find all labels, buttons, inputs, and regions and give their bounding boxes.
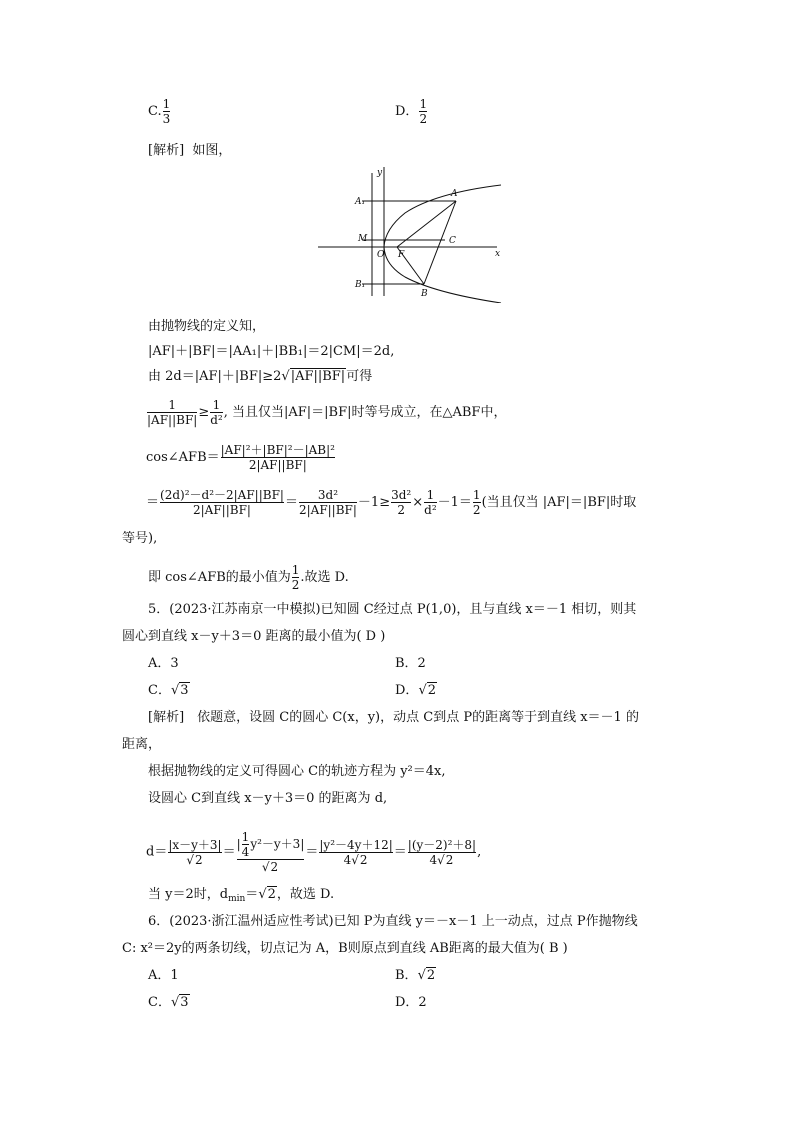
sol4-intro: [解析] 如图， [148, 143, 232, 158]
label-a1: A₁ [355, 197, 366, 207]
sol5-line3: 根据抛物线的定义可得圆心 C的轨迹方程为 y²＝4x, [148, 764, 446, 779]
q6-option-c: C．√3 [148, 995, 189, 1010]
sol5-line2: 距离， [122, 737, 162, 752]
sol4-line4: $\frac{1}{|AF||BF|}$ ≥ $\frac{1}{\text{d²}}$ , 当且仅当|AF|＝|BF|时等号成立，在△ABF中， [147, 398, 507, 427]
q5-stem-line2: 圆心到直线 x－y＋3＝0 距离的最小值为( D ) [122, 629, 386, 644]
sol5-line1: [解析] 依题意，设圆 C的圆心 C(x，y)，动点 C到点 P的距离等于到直线 x＝－1 的 [148, 710, 639, 725]
sol5-distance-formula: d＝ $\frac{|x-y+3|}{√2}$ ＝ | $\frac{1}{4}$ y²－y＋3| √2 ＝ $\frac{\text{|y²－4y＋12|}}{4√2}$ ＝ $\frac{\text{|(y－2)²＋8|}}{4√2}$ , [146, 830, 482, 874]
label-x: x [495, 249, 501, 259]
q5-stem-line1: 5．(2023·江苏南京一中模拟)已知圆 C经过点 P(1,0)，且与直线 x＝－1 相切，则其 [148, 602, 637, 617]
q6-option-d: D．2 [395, 995, 427, 1010]
sol4-line3: 由 2d＝|AF|＋|BF|≥2√|AF||BF|可得 [148, 369, 373, 384]
sol4-line1: 由抛物线的定义知， [148, 319, 266, 334]
label-b1: B₁ [355, 280, 366, 290]
label-b: B [421, 289, 428, 299]
q4-option-d: D． $\frac{1}{2}$ [395, 97, 428, 126]
label-o: O [377, 250, 385, 260]
q6-stem-line2: C: x²＝2y的两条切线，切点记为 A，B则原点到直线 AB距离的最大值为( B ) [122, 941, 568, 956]
sol4-line6: ＝ $\frac{\text{(2d)²－d²－2|AF||BF|}}{2|AF||BF|}$ ＝ $\frac{\text{3d²}}{2|AF||BF|}$ －1≥ $\frac{\text{3d²}}{2}$ × $\frac{1}{\text{d²}}$ －1＝ $\frac{1}{2}$ (当且仅当 |AF|＝|BF|时取 [146, 488, 637, 517]
q6-option-a: A．1 [148, 968, 179, 983]
q4-option-c: C. $\frac{1}{3}$ [148, 97, 171, 126]
sol4-line8: 即 cos∠AFB的最小值为 $\frac{1}{2}$ .故选 D. [148, 563, 349, 592]
label-y: y [377, 168, 383, 178]
q5-option-b: B．2 [395, 656, 426, 671]
sol5-line4: 设圆心 C到直线 x－y＋3＝0 的距离为 d, [148, 791, 388, 806]
q5-option-a: A．3 [148, 656, 179, 671]
label-c: C [449, 236, 456, 246]
sol4-line2: |AF|＋|BF|＝|AA₁|＋|BB₁|＝2|CM|＝2d, [148, 344, 395, 359]
parabola-figure [315, 163, 510, 303]
label-m: M [358, 234, 368, 244]
label-a: A [451, 189, 458, 199]
sol5-line6: 当 y＝2时，$d_{min}=√2$，故选 D. [148, 887, 335, 904]
sol4-line7: 等号), [122, 531, 158, 546]
sol4-line5: cos∠AFB＝ $\frac{\text{|AF|²＋|BF|²－|AB|²}}{2|AF||BF|}$ [146, 443, 335, 472]
q5-option-d: D．√2 [395, 683, 437, 698]
q6-option-b: B．√2 [395, 968, 436, 983]
q5-option-c: C．√3 [148, 683, 189, 698]
label-f: F [398, 250, 405, 260]
q6-stem-line1: 6．(2023·浙江温州适应性考试)已知 P为直线 y＝－x－1 上一动点，过点 P作抛物线 [148, 914, 638, 929]
